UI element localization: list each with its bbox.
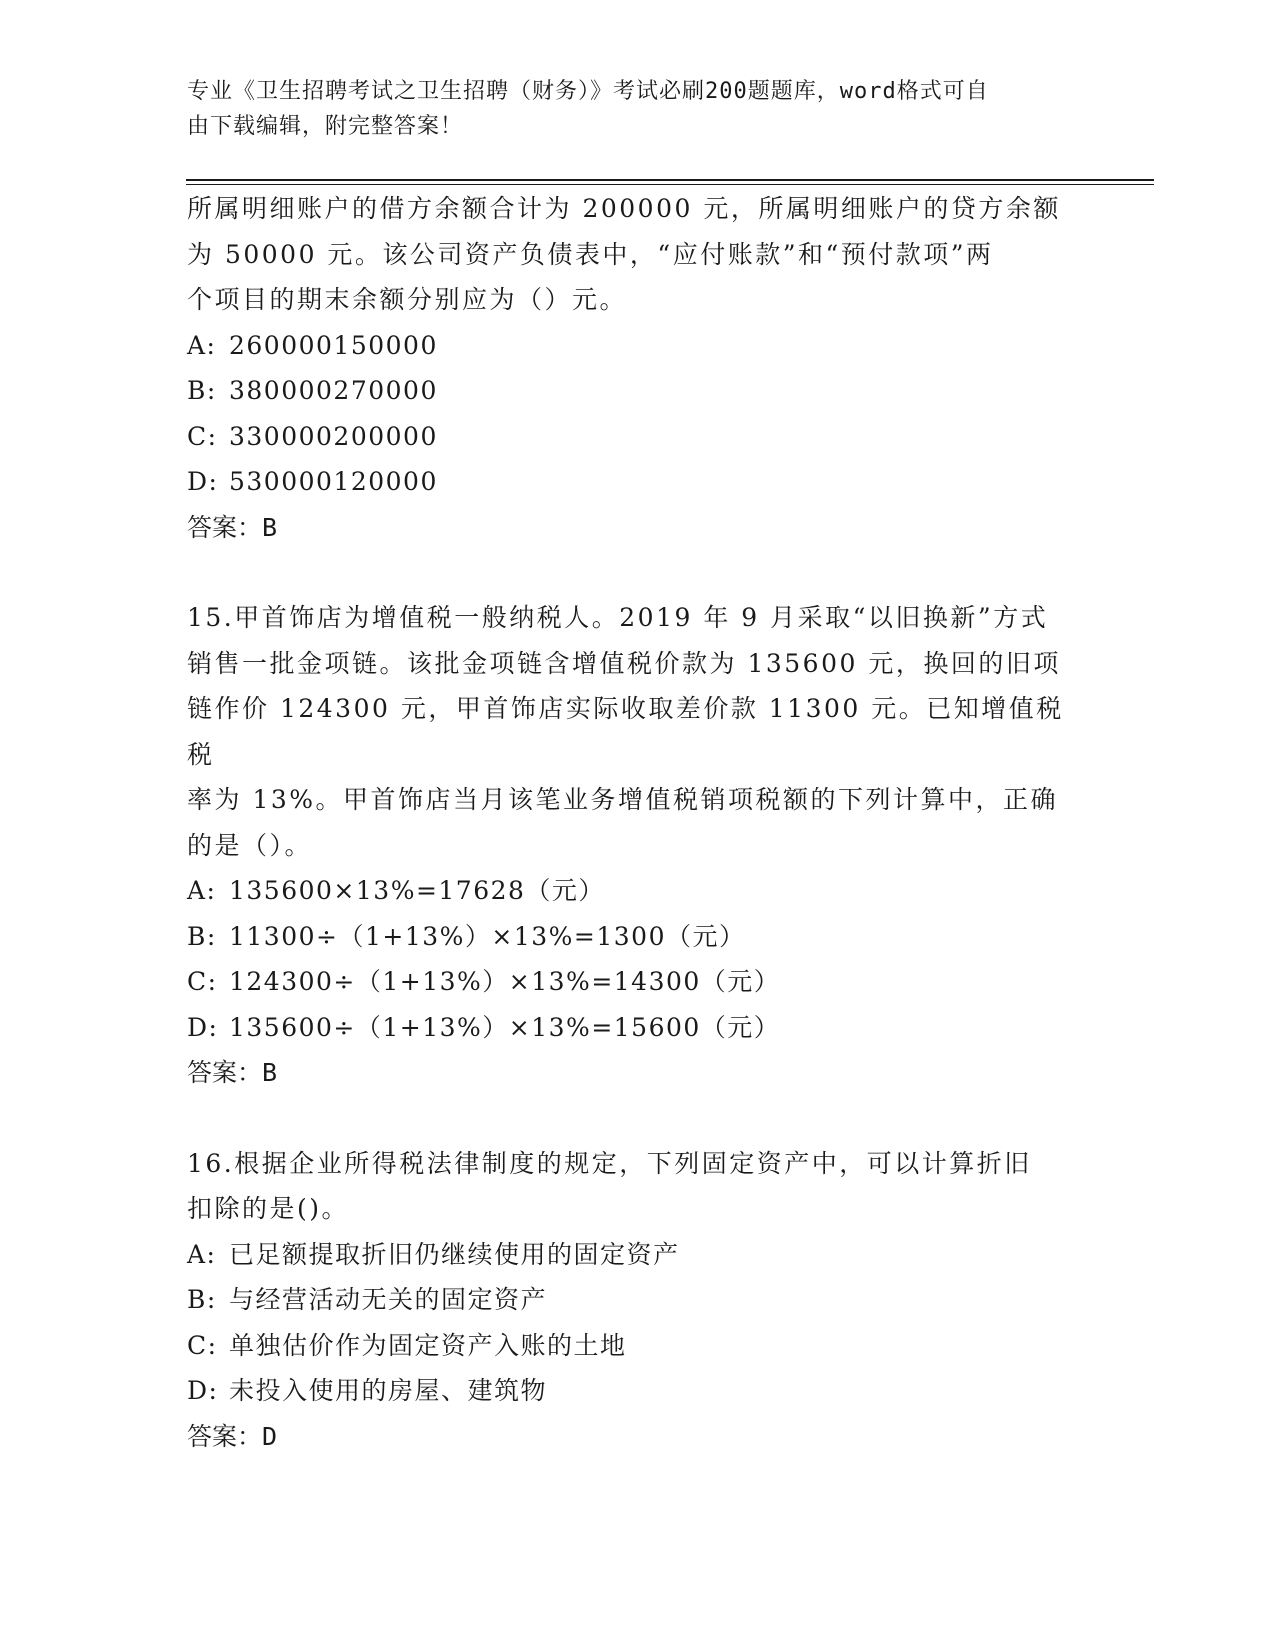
question-16-option-c [187, 1323, 1087, 1369]
question-15-line-5: 的是（）。 [187, 830, 313, 860]
option-key: C: [187, 421, 218, 451]
option-text: 135600÷（1+13%）×13%=15600（元） [229, 1012, 781, 1042]
option-key: D: [187, 467, 219, 496]
question-16-option-d [187, 1368, 1087, 1414]
option-key: B: [187, 921, 217, 951]
option-text: 260000150000 [229, 330, 438, 360]
question-15-line-4: 率为 13%。甲首饰店当月该笔业务增值税销项税额的下列计算中，正确 [187, 785, 1059, 814]
header-rule-thick [186, 179, 1154, 181]
question-16-option-a [187, 1232, 1087, 1278]
question-14-option-d [187, 459, 1087, 505]
option-key: A: [187, 1239, 217, 1269]
page-header [187, 74, 1067, 144]
question-14-answer: 答案：B [187, 512, 278, 542]
question-15-option-d [187, 1005, 1087, 1051]
option-text: 与经营活动无关的固定资产 [229, 1285, 548, 1314]
question-15-line-2: 销售一批金项链。该批金项链含增值税价款为 135600 元，换回的旧项 [187, 648, 1061, 678]
question-16-answer: 答案：D [187, 1421, 278, 1451]
option-text: 530000120000 [229, 467, 438, 496]
option-text: 11300÷（1+13%）×13%=1300（元） [229, 921, 746, 951]
question-15-option-b [187, 914, 1087, 960]
question-15-option-c [187, 959, 1087, 1005]
option-text: 124300÷（1+13%）×13%=14300（元） [229, 967, 781, 996]
option-key: C: [187, 967, 218, 996]
option-key: D: [187, 1012, 219, 1042]
question-14-option-c [187, 414, 1087, 460]
question-16-option-b [187, 1277, 1087, 1323]
option-key: D: [187, 1376, 219, 1405]
option-key: A: [187, 330, 217, 360]
question-15-line-3: 链作价 124300 元，甲首饰店实际收取差价款 11300 元。已知增值税税 [187, 694, 1064, 769]
option-key: B: [187, 1285, 217, 1314]
option-text: 已足额提取折旧仍继续使用的固定资产 [229, 1239, 680, 1269]
option-text: 未投入使用的房屋、建筑物 [229, 1376, 548, 1405]
question-15-line-1: 15.甲首饰店为增值税一般纳税人。2019 年 9 月采取“以旧换新”方式 [187, 603, 1049, 632]
question-14-option-b [187, 368, 1087, 414]
question-14-line-3: 个项目的期末余额分别应为（）元。 [187, 285, 628, 314]
header-rule-thin [186, 184, 1154, 185]
option-text: 单独估价作为固定资产入账的土地 [229, 1330, 627, 1360]
question-spacer [187, 550, 1087, 595]
questions-content [187, 186, 1087, 1459]
header-line-2: 由下载编辑，附完整答案！ [187, 114, 464, 139]
option-key: B: [187, 376, 217, 405]
question-16-line-1: 16.根据企业所得税法律制度的规定，下列固定资产中，可以计算折旧 [187, 1148, 1032, 1178]
question-16 [187, 1141, 1087, 1460]
option-text: 330000200000 [229, 421, 438, 451]
question-15 [187, 595, 1087, 1096]
option-text: 380000270000 [229, 376, 438, 405]
option-key: A: [187, 876, 217, 905]
question-spacer [187, 1096, 1087, 1141]
question-14 [187, 186, 1087, 550]
header-line-1: 专业《卫生招聘考试之卫生招聘（财务）》考试必刷200题题库，word格式可自 [187, 79, 989, 104]
question-16-line-2: 扣除的是()。 [187, 1194, 350, 1223]
question-14-option-a [187, 323, 1087, 369]
option-text: 135600×13%=17628（元） [229, 876, 605, 905]
question-15-answer: 答案：B [187, 1058, 278, 1087]
option-key: C: [187, 1330, 218, 1360]
question-14-line-2: 为 50000 元。该公司资产负债表中，“应付账款”和“预付款项”两 [187, 239, 994, 269]
question-15-option-a [187, 868, 1087, 914]
question-14-line-1: 所属明细账户的借方余额合计为 200000 元，所属明细账户的贷方余额 [187, 194, 1061, 223]
